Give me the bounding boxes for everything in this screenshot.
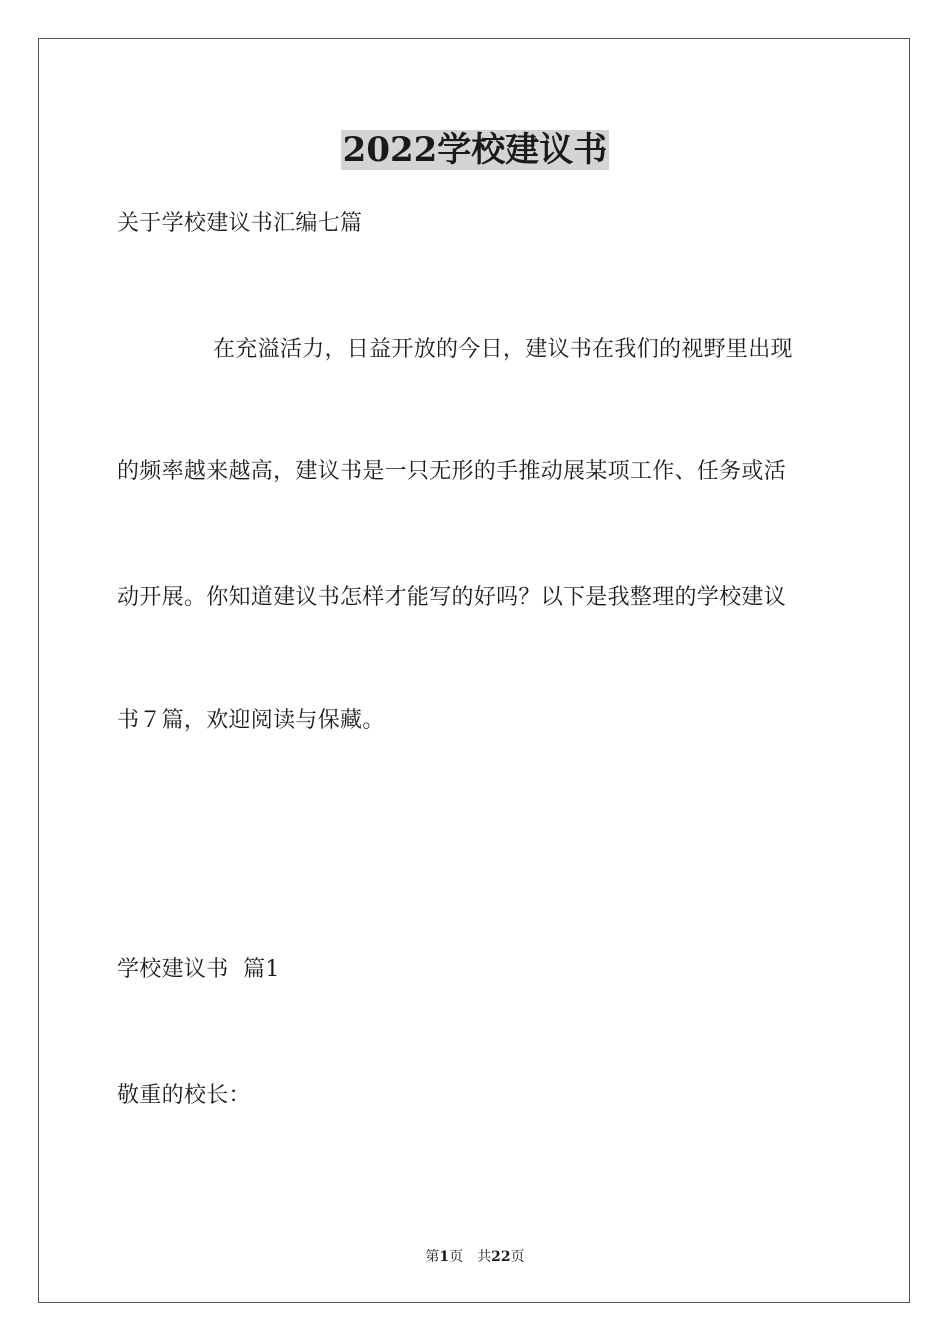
intro-line-3: 动开展。你知道建议书怎样才能写的好吗？以下是我整理的学校建议 xyxy=(117,585,787,610)
document-title-text: 2022学校建议书 xyxy=(342,130,608,170)
document-title xyxy=(0,128,950,172)
intro-line-4: 书７篇，欢迎阅读与保藏。 xyxy=(117,708,385,733)
footer-page-suffix: 页 xyxy=(449,1249,464,1265)
document-subtitle: 关于学校建议书汇编七篇 xyxy=(117,211,363,236)
section-heading: 学校建议书 篇1 xyxy=(117,957,280,982)
footer-total-prefix: 共 xyxy=(477,1249,492,1265)
footer-page-number: 1 xyxy=(439,1249,450,1265)
page-footer xyxy=(0,1247,950,1267)
footer-total-suffix: 页 xyxy=(510,1249,525,1265)
salutation: 敬重的校长： xyxy=(117,1083,251,1108)
footer-total-pages: 22 xyxy=(491,1249,511,1265)
intro-line-2: 的频率越来越高，建议书是一只无形的手推动展某项工作、任务或活 xyxy=(117,459,787,484)
intro-line-1: 在充溢活力，日益开放的今日，建议书在我们的视野里出现 xyxy=(213,337,793,362)
footer-page-prefix: 第 xyxy=(425,1249,440,1265)
